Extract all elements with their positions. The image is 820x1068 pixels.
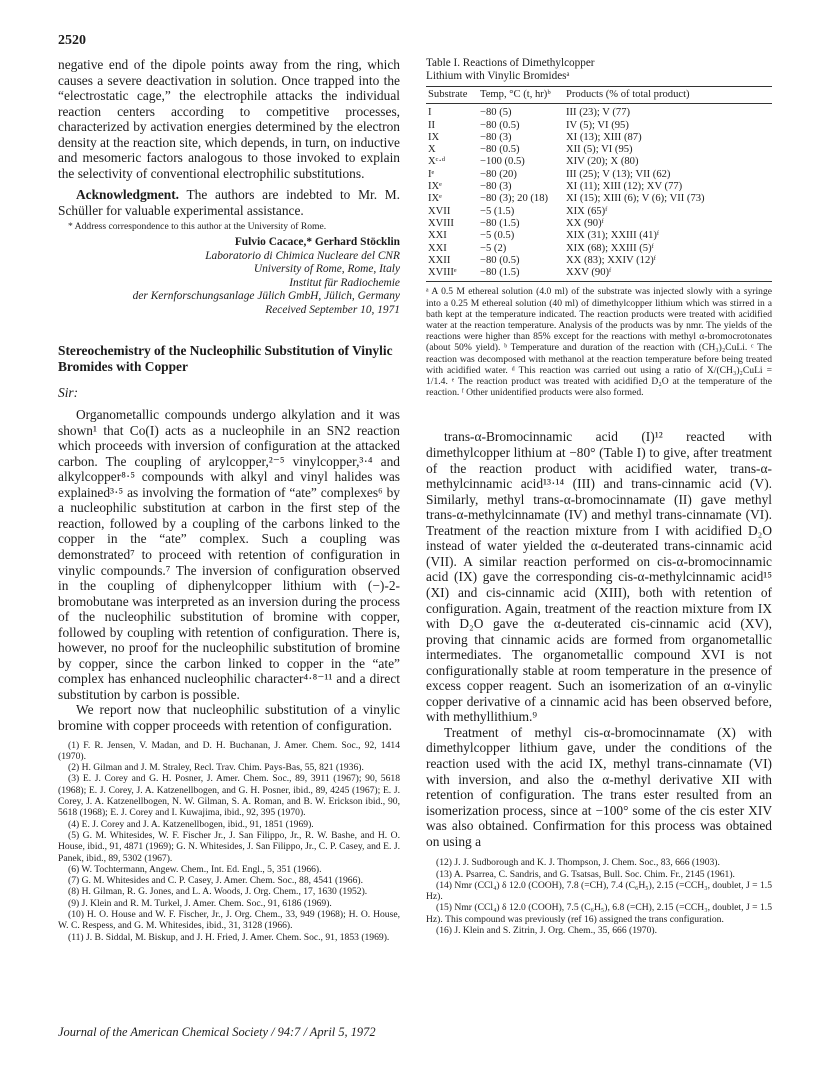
table-row — [426, 120, 772, 132]
products-cell: XII (5); VI (95) — [566, 144, 633, 156]
substrate-cell: I — [428, 107, 432, 119]
reference: (6) W. Tochtermann, Angew. Chem., Int. Ed. Engl., 5, 351 (1966). — [68, 863, 322, 875]
reference: (9) J. Klein and R. M. Turkel, J. Amer. Chem. Soc., 91, 6186 (1969). — [68, 897, 332, 909]
temperature-cell: −80 (3); 20 (18) — [480, 193, 549, 205]
reference: (7) G. M. Whitesides and C. P. Casey, J. Amer. Chem. Soc., 88, 4541 (1966). — [68, 875, 363, 887]
table-footnotes: ᵃ A 0.5 M ethereal solution (4.0 ml) of the substrate was injected slowly with a syringe into a 0.25 M ethereal solution (40 ml) of dimethylcopper lithium which was stirred in a bath kept at the temperature indicated. The reaction products were treated with acidified water at the reaction temperature. Analysis of the products was by nmr. The yields of the reactions were higher than 85% except for the reactions with methyl α-bromocrotonates (about 50% yield). ᵇ Temperature and duration of the reaction with (CH₃)₂CuLi. ᶜ The reaction was decomposed with methanol at the reaction temperature before being treated with acidified water. ᵈ This reaction was carried out using a ratio of X/(CH₃)₂CuLi = 1/1.4. ᵉ The reaction product was treated with acidified D₂O at the temperature of the reaction. ᶠ Other unidentified products were also formed. — [426, 286, 772, 399]
reference: (11) J. B. Siddal, M. Biskup, and J. H. Fried, J. Amer. Chem. Soc., 91, 1853 (1969). — [68, 931, 390, 943]
table-row — [426, 193, 772, 205]
products-cell: IV (5); VI (95) — [566, 119, 629, 131]
substrate-cell: XVIIIᵉ — [426, 267, 480, 282]
journal-footer: Journal of the American Chemical Society / 94:7 / April 5, 1972 — [58, 1025, 376, 1039]
header-temperature: Temp, °C (t, hr)ᵇ — [480, 87, 566, 104]
table-row — [426, 267, 772, 282]
table-row — [426, 206, 772, 218]
acknowledgment — [58, 187, 400, 218]
temperature-cell: −80 (1.5) — [480, 267, 566, 282]
authors: Fulvio Cacace,* Gerhard Stöcklin — [234, 236, 400, 249]
table-caption-line-2: Lithium with Vinylic Bromidesᵃ — [426, 70, 570, 82]
salutation: Sir: — [58, 385, 79, 401]
substrate-cell: XVII — [428, 205, 451, 217]
temperature-cell: −80 (0.5) — [480, 119, 520, 131]
temperature-cell: −5 (2) — [480, 242, 507, 254]
temperature-cell: −80 (3) — [480, 181, 512, 193]
table-caption — [426, 57, 772, 83]
substrate-cell: Iᵉ — [428, 168, 435, 180]
table-row — [426, 144, 772, 156]
reference: (14) Nmr (CCl₄) δ 12.0 (COOH), 7.8 (=CH), 7.4 (C₆H₅), 2.15 (=CCH₃, doublet, J = 1.5 Hz). — [426, 879, 772, 903]
table-row — [426, 230, 772, 242]
reference: (12) J. J. Sudborough and K. J. Thompson, J. Chem. Soc., 83, 666 (1903). — [436, 857, 720, 869]
substrate-cell: XXI — [428, 242, 447, 254]
temperature-cell: −80 (1.5) — [480, 217, 520, 229]
temperature-cell: −100 (0.5) — [480, 156, 525, 168]
header-substrate: Substrate — [426, 87, 480, 104]
substrate-cell: IXᵉ — [428, 193, 442, 205]
products-cell: XIX (68); XXIII (5)ᶠ — [566, 242, 654, 254]
received-date: Received September 10, 1971 — [265, 303, 400, 316]
acknowledgment-heading: Acknowledgment. — [76, 187, 180, 203]
temperature-cell: −80 (0.5) — [480, 254, 520, 266]
products-cell: III (25); V (13); VII (62) — [566, 168, 671, 180]
table-row — [426, 156, 772, 168]
temperature-cell: −80 (3) — [480, 131, 512, 143]
body-paragraph-2: We report now that nucleophilic substitution of a vinylic bromine with copper proceeds with retention of configuration. — [58, 702, 400, 733]
body-paragraph-1: Organometallic compounds undergo alkylation and it was shown¹ that Co(I) acts as a nucleophile in an SN2 reaction which proceeds with inversion of configuration at the attacked carbon. The coupling of arylcopper,²⁻⁵ vinylcopper,³·⁴ and alkylcopper⁸·⁵ compounds with alkyl and vinyl halides was explained³·⁵ as involving the formation of “ate” complexes⁶ by a nucleophilic substitution at carbon in the first step of the reaction, followed by a coupling of the carbons linked to the copper in the “ate” complex. Such a coupling was demonstrated⁷ to proceed with retention of configuration in vinylic compounds.⁷ The inversion of configuration observed in the coupling of diphenylcopper lithium with (−)-2-bromobutane was interpreted as an inversion during the process of the nucleophilic substitution of bromine with copper, followed by coupling with retention of configuration. There is, however, no proof for the nucleophilic substitution of bromine by copper, since the carbon linked to copper in the “ate” complex has enhanced nucleophilic character⁴·⁸⁻¹¹ and a direct substitution by carbon is possible. — [58, 407, 400, 702]
substrate-cell: X — [428, 144, 436, 156]
table-row — [426, 181, 772, 193]
reference: (4) E. J. Corey and J. A. Katzenellbogen, ibid., 91, 1851 (1969). — [68, 818, 314, 830]
body-paragraph-3: trans-α-Bromocinnamic acid (I)¹² reacted with dimethylcopper lithium at −80° (Table I) to give, after treatment of the reaction product with acidified water, trans-α-methylcinnamic acid¹³·¹⁴ (III) and trans-cinnamic acid (V). Similarly, methyl trans-α-bromocinnamate (II) gave methyl trans-α-methylcinnamate (IV) and methyl trans-cinnamate (VI). Treatment of the reaction mixture from I with acidified D₂O instead of water yielded the α-deuterated trans-cinnamic acid (VII). A similar reaction performed on cis-α-bromocinnamic acid (IX) gave the corresponding cis-α-methylcinnamic acid¹⁵ (XI) and cis-cinnamic acid (XIII), both with retention of configuration. Again, treatment of the reaction mixture from IX with D₂O gave the α-deuterated cis-cinnamic acid (XV), proving that cinnamic acids are formed from organometallic intermediates. The organometallic compound XVI is not configurationally stable at room temperature in the presence of excess copper reagent. Such an isomerization of an α-vinylic copper derivative of a cinnamic acid has been observed before, with methyllithium.⁹ — [426, 429, 772, 725]
body-paragraph-4: Treatment of methyl cis-α-bromocinnamate (X) with dimethylcopper lithium gave, under the conditions of the reaction used with the acid IX, methyl trans-cinnamate (VI) with inversion, and also the α-methyl derivative XII with retention of configuration. The trans ester resulted from an isomerization process, since at −100° some of the cis ester XIV was also obtained. Confirmation for this process was obtained on using a — [426, 724, 772, 849]
affiliation-3: Institut für Radiochemie — [289, 276, 400, 289]
affiliation-1: Laboratorio di Chimica Nucleare del CNR — [205, 249, 400, 262]
temperature-cell: −5 (1.5) — [480, 205, 515, 217]
products-cell: XI (15); XIII (6); V (6); VII (73) — [566, 193, 705, 205]
reference: (8) H. Gilman, R. G. Jones, and L. A. Woods, J. Org. Chem., 17, 1630 (1952). — [68, 886, 368, 898]
products-cell: XX (90)ᶠ — [566, 217, 604, 229]
substrate-cell: XXII — [428, 254, 451, 266]
left-column — [58, 57, 400, 943]
references-right — [426, 857, 772, 936]
intro-paragraph: negative end of the dipole points away from the ring, which causes a severe deactivation in solution. Once trapped into the “electrostatic cage,” the electrophile attacks the individual reaction centers according to competitive processes, characterized by activation energies determined by the electron density at the reaction site, which depends, in turn, on inductive and mesomeric factors analogous to those invoked to explain the selectivity of conventional electrophilic substitutions. — [58, 57, 400, 181]
products-cell: XX (83); XXIV (12)ᶠ — [566, 254, 656, 266]
products-cell: XIV (20); X (80) — [566, 156, 639, 168]
reference: (10) H. O. House and W. F. Fischer, Jr., J. Org. Chem., 33, 949 (1968); H. O. House, W. C. Respess, and G. M. Whitesides, ibid., 31, 3128 (1966). — [58, 909, 400, 932]
products-cell: XI (13); XIII (87) — [566, 131, 642, 143]
products-cell: XI (11); XIII (12); XV (77) — [566, 181, 683, 193]
table-row — [426, 218, 772, 230]
affiliation-2: University of Rome, Rome, Italy — [253, 263, 400, 276]
header-products: Products (% of total product) — [566, 87, 772, 104]
reference: (1) F. R. Jensen, V. Madan, and D. H. Buchanan, J. Amer. Chem. Soc., 92, 1414 (1970). — [58, 739, 400, 762]
products-cell: XIX (65)ᶠ — [566, 205, 608, 217]
reference: (2) H. Gilman and J. M. Straley, Recl. Trav. Chim. Pays-Bas, 55, 821 (1936). — [68, 762, 364, 774]
products-cell: III (23); V (77) — [566, 107, 631, 119]
reference: (5) G. M. Whitesides, W. F. Fischer Jr., J. San Filippo, Jr., R. W. Bashe, and H. O. House, ibid., 91, 4871 (1969); G. N. Whitesides, J. San Filippo, Jr., C. P. Casey, and E. J. Panek, ibid., 89, 5302 (1967). — [58, 829, 400, 864]
reactions-table — [426, 86, 772, 282]
references-left — [58, 740, 400, 943]
substrate-cell: IX — [428, 131, 440, 143]
right-column — [426, 57, 772, 936]
substrate-cell: Xᶜ·ᵈ — [428, 156, 446, 168]
substrate-cell: IXᵉ — [428, 181, 442, 193]
reference: (3) E. J. Corey and G. H. Posner, J. Amer. Chem. Soc., 89, 3911 (1967); 90, 5618 (1968); E. J. Corey, J. A. Katzenellbogen, and G. H. Posner, ibid., 89, 4245 (1967); E. J. Corey, J. A. Katzenellbogen, N. W. Gilman, S. A. Roman, and B. W. Erickson ibid., 90, 5618 (1968); E. J. Corey and I. Kuwajima, ibid., 92, 395 (1970). — [58, 773, 400, 819]
products-cell: XIX (31); XXIII (41)ᶠ — [566, 230, 660, 242]
temperature-cell: −80 (5) — [480, 107, 512, 119]
table-row — [426, 243, 772, 255]
temperature-cell: −80 (0.5) — [480, 144, 520, 156]
table-row — [426, 132, 772, 144]
table-caption-line-1: Table I. Reactions of Dimethylcopper — [426, 57, 595, 69]
table-header-row — [426, 87, 772, 104]
substrate-cell: XVIII — [428, 217, 454, 229]
substrate-cell: II — [428, 119, 436, 131]
page-number: 2520 — [58, 33, 86, 48]
substrate-cell: XXI — [428, 230, 447, 242]
table-row — [426, 104, 772, 120]
reference: (16) J. Klein and S. Zitrin, J. Org. Chem., 35, 666 (1970). — [436, 925, 657, 937]
table-row — [426, 255, 772, 267]
address-note: * Address correspondence to this author at the University of Rome. — [68, 221, 327, 233]
acknowledgment-text: The authors are indebted to Mr. M. Schüller for valuable experimental assistance. — [58, 187, 400, 218]
temperature-cell: −5 (0.5) — [480, 230, 515, 242]
article-title: Stereochemistry of the Nucleophilic Substitution of Vinylic Bromides with Copper — [58, 343, 393, 375]
temperature-cell: −80 (20) — [480, 168, 517, 180]
reference: (15) Nmr (CCl₄) δ 12.0 (COOH), 7.5 (C₆H₅), 6.8 (=CH), 2.15 (=CCH₃, doublet, J = 1.5 Hz). This compound was previously (ref 16) assigned the trans configuration. — [426, 902, 772, 925]
products-cell: XXV (90)ᶠ — [566, 267, 772, 282]
reference: (13) A. Psarrea, C. Sandris, and G. Tsatsas, Bull. Soc. Chim. Fr., 2145 (1961). — [436, 868, 735, 880]
table-row — [426, 169, 772, 181]
affiliation-4: der Kernforschungsanlage Jülich GmbH, Jülich, Germany — [132, 290, 400, 303]
